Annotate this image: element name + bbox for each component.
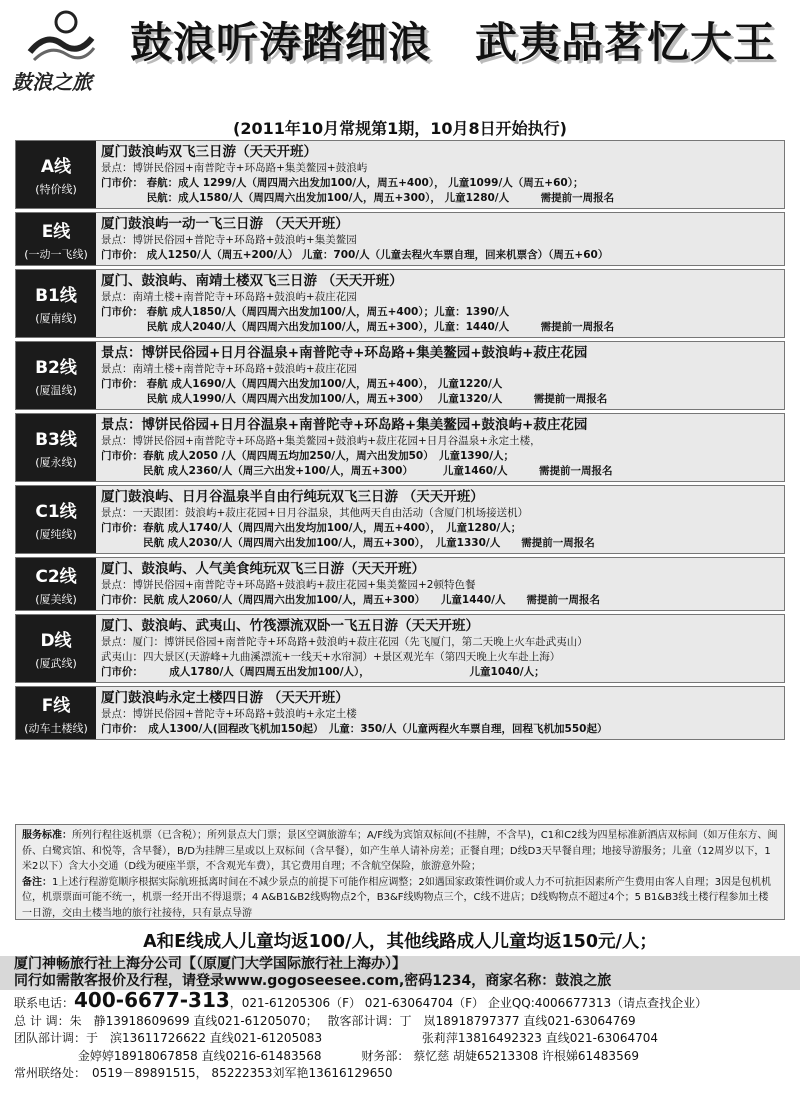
route-code: A线 <box>40 157 72 177</box>
route-heading: 厦门、鼓浪屿、武夷山、竹筏漂流双卧一飞五日游（天天开班） <box>101 618 479 634</box>
route-sights-line: 景点：一天跟团：鼓浪屿+菽庄花园+日月谷温泉，其他两天自由活动（含厦门机场接送机） <box>101 507 529 519</box>
logo-text: 鼓浪之旅 <box>12 70 92 94</box>
route-nickname: (特价线) <box>35 183 77 196</box>
hotline-extra: ，021-61205306（F） 021-63064704（F） 企业QQ:4006677313（请点查找企业） <box>229 996 708 1010</box>
route-code: C2线 <box>35 566 77 587</box>
contact-row: 常州联络处： 0519－89891515， 85222353刘军艳13616129650 <box>14 1066 393 1080</box>
route-price-line: 民航 成人1990/人（周四周六出发加100/人，周五+300） 儿童1320/人 需提前一周报名 <box>101 393 608 405</box>
route-block <box>15 212 785 266</box>
route-price-line: 门市价： 成人1780/人（周四周五出发加100/人）， 儿童1040/人； <box>101 666 545 678</box>
wave-sun-logo-icon <box>26 8 96 64</box>
route-nickname: (一动一飞线) <box>24 247 88 261</box>
route-heading: 厦门鼓浪屿双飞三日游（天天开班） <box>101 144 317 160</box>
route-sights-line: 景点：博饼民俗园+普陀寺+环岛路+鼓浪屿+集美鳌园 <box>101 234 357 246</box>
route-code-badge <box>16 486 96 553</box>
route-price-line: 民航 成人2360/人（周三六出发+100/人，周五+300） 儿童1460/人 需提前一周报名 <box>101 465 613 477</box>
route-heading: 厦门、鼓浪屿、南靖土楼双飞三日游 （天天开班） <box>101 273 403 289</box>
route-code: C1线 <box>35 502 77 522</box>
route-block <box>15 413 785 482</box>
route-nickname: (厦永线) <box>35 456 77 469</box>
contact-row: 金婷婷18918067858 直线0216-61483568 财务部： 蔡忆慈 胡婕65213308 许根娣61483569 <box>14 1048 639 1063</box>
contact-row: 总 计 调：朱 静13918609699 直线021-61205070； 散客部计调：丁 岚18918797377 直线021-63064769 <box>14 1013 636 1028</box>
route-block <box>15 686 785 740</box>
route-code: B1线 <box>35 286 77 306</box>
route-details <box>96 414 784 481</box>
route-heading: 厦门鼓浪屿永定土楼四日游 （天天开班） <box>101 690 349 706</box>
title-left: 鼓浪听涛踏细浪 <box>130 18 432 67</box>
route-sights-line: 景点：博饼民俗园+南普陀寺+环岛路+集美鳌园+鼓浪屿 <box>101 162 368 174</box>
route-block <box>15 485 785 554</box>
route-block <box>15 140 785 209</box>
title-right: 武夷品茗忆大王 <box>475 18 777 67</box>
route-nickname: (厦美线) <box>35 592 77 606</box>
route-price-line: 门市价：春航 成人2050 /人（周四周五均加250/人，周六出发加50） 儿童1390/人； <box>101 450 515 462</box>
remark-label: 备注： <box>22 876 52 888</box>
remark-text: 1上述行程游览顺序根据实际航班抵离时间在不减少景点的前提下可能作相应调整；2如遇国家政策性调价或人力不可抗拒因素所产生费用由客人自理；3因是包机机位，机票票面可能不统一，机票一经开出不得退票；4 A&B1&B2线购物点2个，B3&F线购物点三个，C线不进店；D线购物点不超过4个；5 B1&B3线土楼行程参加土楼一日游，交由土楼当地的旅行社接待，只有景点导游 <box>22 876 772 919</box>
route-code-badge <box>16 213 96 265</box>
route-nickname: (厦温线) <box>35 384 77 397</box>
route-sights-line: 景点：博饼民俗园+南普陀寺+环岛路+鼓浪屿+菽庄花园+集美鳌园+2顿特色餐 <box>101 579 476 591</box>
route-nickname: (动车土楼线) <box>24 721 88 735</box>
issue-subtitle: (2011年10月常规第1期，10月8日开始执行) <box>233 119 567 138</box>
route-sights-line: 景点：博饼民俗园+南普陀寺+环岛路+集美鳌园+鼓浪屿+菽庄花园+日月谷温泉+永定土楼， <box>101 435 541 447</box>
route-heading: 厦门鼓浪屿一动一飞三日游 （天天开班） <box>101 216 349 232</box>
route-price-line: 门市价： 春航 成人1850/人（周四周六出发加100/人，周五+400）；儿童：1390/人 <box>101 306 510 318</box>
route-price-line: 门市价：春航 成人1740/人（周四周六出发均加100/人，周五+400）， 儿童1280/人； <box>101 522 522 534</box>
route-details <box>96 687 784 739</box>
route-heading: 厦门鼓浪屿、日月谷温泉半自由行纯玩双飞三日游 （天天开班） <box>101 489 484 505</box>
route-details <box>96 558 784 610</box>
header <box>0 0 800 138</box>
route-code-badge <box>16 687 96 739</box>
page-title <box>130 10 798 70</box>
service-text: 所列行程往返机票（已含税）；所列景点大门票；景区空调旅游车；A/F线为宾馆双标间(不挂牌，不含早)，C1和C2线为四星标准新酒店双标间（如万佳东方、闽侨、白鹭宾馆、和悦等，含早餐），B/D为挂牌三星或以上双标间（含早餐），如产生单人请补房差；正餐自理；D线D3天早餐自理；地接导游服务；儿童（12周岁以下，1米2以下）含大小交通（D线为硬座半票，不含观光车费），其它费用自理；不含航空保险，旅游意外险； <box>22 830 778 872</box>
route-sights-line: 景点：南靖土楼+南普陀寺+环岛路+鼓浪屿+菽庄花园 <box>101 363 357 375</box>
route-code: B3线 <box>35 430 77 450</box>
route-details <box>96 270 784 337</box>
brand-logo <box>8 8 120 98</box>
route-code-badge <box>16 414 96 481</box>
route-heading: 厦门、鼓浪屿、人气美食纯玩双飞三日游（天天开班） <box>101 561 425 577</box>
route-heading: 景点：博饼民俗园+日月谷温泉+南普陀寺+环岛路+集美鳌园+鼓浪屿+菽庄花园 <box>101 345 588 361</box>
route-block <box>15 269 785 338</box>
contact-row: 团队部计调：于 滨13611726622 直线021-61205083 张莉萍13816492323 直线021-63064704 <box>14 1031 659 1045</box>
route-code-badge <box>16 558 96 610</box>
route-sights-line: 景点：南靖土楼+南普陀寺+环岛路+鼓浪屿+菽庄花园 <box>101 291 357 303</box>
route-heading: 景点：博饼民俗园+日月谷温泉+南普陀寺+环岛路+集美鳌园+鼓浪屿+菽庄花园 <box>101 417 588 433</box>
route-block <box>15 341 785 410</box>
contacts <box>14 988 794 1083</box>
route-nickname: (厦南线) <box>35 312 77 325</box>
route-block <box>15 557 785 611</box>
route-price-line: 门市价：民航 成人2060/人（周四周六出发加100/人，周五+300） 儿童1440/人 需提前一周报名 <box>101 594 600 606</box>
notes-box <box>15 824 785 920</box>
route-nickname: (厦纯线) <box>35 528 77 541</box>
route-list <box>15 140 785 743</box>
route-code: D线 <box>40 631 72 651</box>
route-price-line: 民航：成人1580/人（周四周六出发加100/人，周五+300）， 儿童1280/人 需提前一周报名 <box>101 192 615 204</box>
route-code-badge <box>16 141 96 208</box>
route-price-line: 门市价： 成人1300/人(回程改飞机加150起） 儿童：350/人（儿童两程火车票自理，回程飞机加550起） <box>101 723 608 735</box>
route-code: B2线 <box>35 358 77 378</box>
route-sights-line: 景点：博饼民俗园+普陀寺+环岛路+鼓浪屿+永定土楼 <box>101 708 357 720</box>
route-nickname: (厦武线) <box>35 657 77 670</box>
route-price-line: 门市价： 春航：成人 1299/人（周四周六出发加100/人，周五+400）， 儿童1099/人（周五+60）； <box>101 177 584 189</box>
agency-banner <box>0 956 800 990</box>
agency-name: 厦门神畅旅行社上海分公司【（原厦门大学国际旅行社上海办）】 <box>14 956 406 972</box>
agency-website-note: 同行如需散客报价及行程，请登录www.gogoseesee.com,密码1234，商家名称：鼓浪之旅 <box>14 973 612 989</box>
route-details <box>96 213 784 265</box>
route-price-line: 民航 成人2040/人（周四周六出发加100/人，周五+300），儿童：1440/人 需提前一周报名 <box>101 321 615 333</box>
route-code-badge <box>16 615 96 682</box>
route-code-badge <box>16 270 96 337</box>
route-price-line: 门市价： 春航 成人1690/人（周四周六出发加100/人，周五+400）， 儿童1220/人 <box>101 378 503 390</box>
hotline-number: 400-6677-313 <box>74 988 230 1012</box>
refund-notice: A和E线成人儿童均返100/人，其他线路成人儿童均返150元/人； <box>143 932 657 952</box>
route-price-line: 民航 成人2030/人（周四周六出发加100/人，周五+300）， 儿童1330/人 需提前一周报名 <box>101 537 595 549</box>
route-code: E线 <box>41 221 71 242</box>
route-code: F线 <box>41 695 71 716</box>
route-details <box>96 486 784 553</box>
route-sights-line: 武夷山：四大景区(天游峰+九曲溪漂流+一线天+水帘洞）+景区观光车（第四天晚上火车赴上海） <box>101 651 561 663</box>
route-code-badge <box>16 342 96 409</box>
route-block <box>15 614 785 683</box>
service-label: 服务标准： <box>22 830 72 841</box>
hotline-row <box>14 988 794 1013</box>
route-price-line: 门市价： 成人1250/人（周五+200/人） 儿童：700/人（儿童去程火车票自理，回来机票含）（周五+60） <box>101 249 609 261</box>
route-details <box>96 342 784 409</box>
route-details <box>96 141 784 208</box>
route-sights-line: 景点：厦门：博饼民俗园+南普陀寺+环岛路+鼓浪屿+菽庄花园（先飞厦门，第二天晚上火车赴武夷山） <box>101 636 588 648</box>
route-details <box>96 615 784 682</box>
hotline-label: 联系电话： <box>14 996 75 1010</box>
